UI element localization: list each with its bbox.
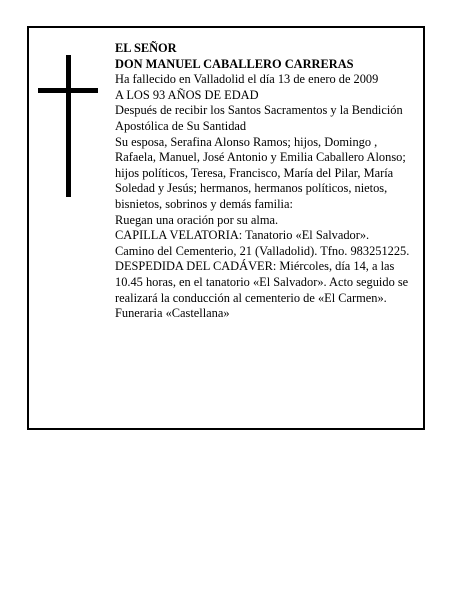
death-line: Ha fallecido en Valladolid el día 13 de enero de 2009 xyxy=(115,72,379,87)
obituary-notice xyxy=(27,26,425,430)
funeral-home-line: Funeraria «Castellana» xyxy=(115,306,230,321)
cross-icon xyxy=(38,55,98,197)
obituary-text xyxy=(115,41,411,322)
prayer-line: Ruegan una oración por su alma. xyxy=(115,212,279,227)
farewell-paragraph: DESPEDIDA DEL CADÁVER: Miércoles, día 14, a las 10.45 horas, en el tanatorio «El Salvador». Acto seguido se realizará la conducción al cementerio de «El Carmen». xyxy=(115,259,409,305)
deceased-name: DON MANUEL CABALLERO CARRERAS xyxy=(115,56,354,71)
chapel-paragraph: CAPILLA VELATORIA: Tanatorio «El Salvador». Camino del Cementerio, 21 (Valladolid). Tfno. 983251225. xyxy=(115,228,410,258)
family-paragraph: Su esposa, Serafina Alonso Ramos; hijos, Domingo , Rafaela, Manuel, José Antonio y Emilia Caballero Alonso; hijos políticos, Teresa, Francisco, María del Pilar, María Soledad y Jesús; hermanos, hermanos políticos, nietos, bisnietos, sobrinos y demás familia: xyxy=(115,134,406,211)
cross-horizontal-bar xyxy=(38,88,98,93)
cross-vertical-bar xyxy=(66,55,71,197)
age-line: A LOS 93 AÑOS DE EDAD xyxy=(115,87,259,102)
sacraments-line: Después de recibir los Santos Sacramentos y la Bendición Apostólica de Su Santidad xyxy=(115,103,403,133)
title-line: EL SEÑOR xyxy=(115,41,177,55)
